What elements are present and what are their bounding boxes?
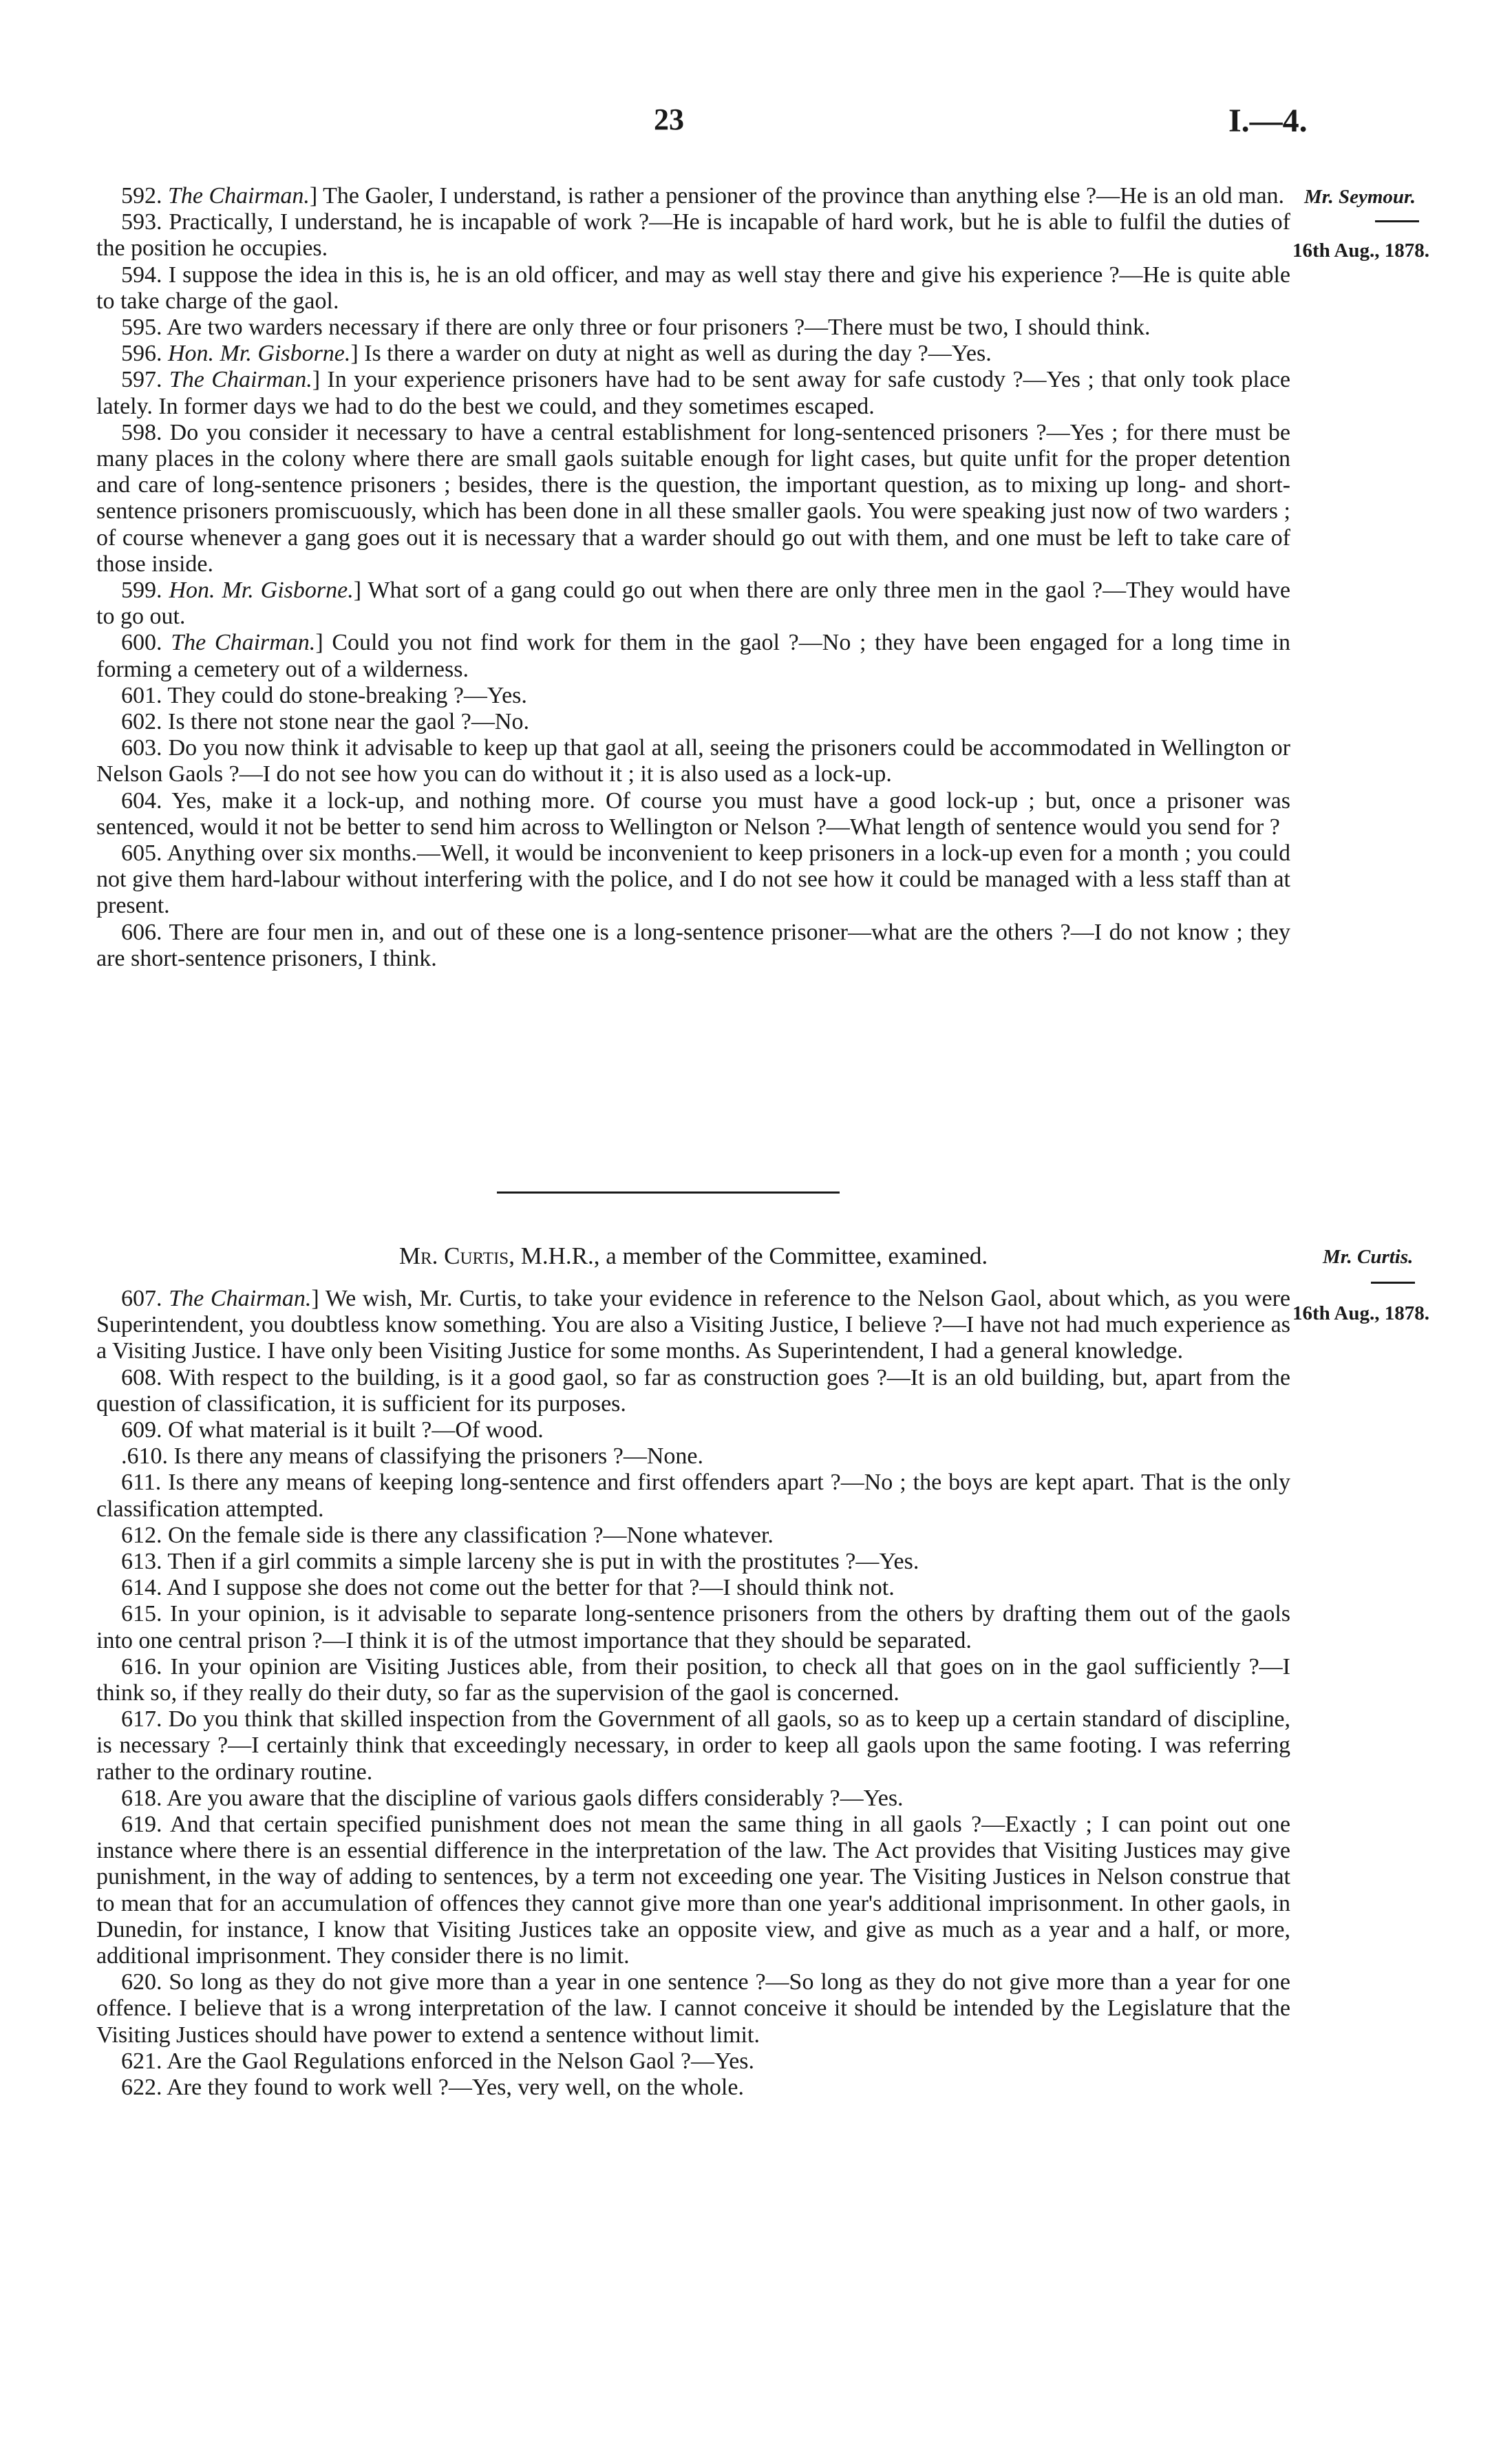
question-text: On the female side is there any classification ?—None whatever. (168, 1522, 774, 1548)
question-text: Yes, make it a lock-up, and nothing more. Of course you must have a good lock-up ; but, once a prisoner was sentenced, would it not be better to send him across to Wellington or Nelson ?—What length of sentence would you send for ? (96, 787, 1290, 840)
question-number: 609. (121, 1417, 162, 1443)
question-paragraph (96, 1575, 1290, 1601)
question-number: 601. (121, 682, 162, 708)
question-number: 615. (121, 1601, 162, 1627)
question-paragraph (96, 209, 1290, 262)
question-paragraph (96, 315, 1290, 341)
heading-rest: , M.H.R., a member of the Committee, examined. (509, 1242, 988, 1269)
question-text: In your opinion, is it advisable to separate long-sentence prisoners from the others by drafting them out of the gaols into one central prison ?—I think it is of the utmost importance that they should be separated. (96, 1601, 1291, 1653)
question-text: Of what material is it built ?—Of wood. (168, 1417, 544, 1443)
question-text: Do you now think it advisable to keep up that gaol at all, seeing the prisoners could be accommodated in Wellington or Nelson Gaols ?—I do not see how you can do without it ; it is also used as a lock-up. (96, 735, 1290, 787)
question-text: Then if a girl commits a simple larceny she is put in with the prostitutes ?—Yes. (167, 1549, 919, 1575)
question-number: 596. (121, 341, 162, 367)
question-number: 620. (121, 1969, 162, 1995)
question-text: ] We wish, Mr. Curtis, to take your evidence in reference to the Nelson Gaol, about which, as you were Superintendent, you doubtless know something. You are also a Visiting Justice, I believe ?—I have not had much experience as a Visiting Justice. I have only been Visiting Justice for some months. As Superintendent, I had a general knowledge. (96, 1286, 1290, 1364)
question-number: 621. (121, 2048, 162, 2074)
speaker-name: The Chairman. (169, 367, 312, 393)
question-number: 599. (121, 578, 162, 604)
question-paragraph (96, 1654, 1290, 1706)
question-number: 608. (121, 1364, 162, 1390)
question-text: Practically, I understand, he is incapable of work ?—He is incapable of hard work, but he is able to fulfil the duties of the position he occupies. (96, 209, 1291, 262)
question-paragraph (96, 1549, 1290, 1575)
question-text: In your opinion are Visiting Justices able, from their position, to check all that goes on in the gaol sufficiently ?—I think so, if they really do their duty, so far as the supervision of the gaol is concerned. (96, 1653, 1290, 1706)
question-text: Is there any means of classifying the prisoners ?—None. (173, 1443, 703, 1470)
question-number: 605. (121, 840, 162, 867)
question-text: Anything over six months.—Well, it would be inconvenient to keep prisoners in a lock-up even for a month ; you could not give them hard-labour without interfering with the police, and I do not see how it could be managed with a less staff than at present. (96, 840, 1290, 919)
question-text: ] Is there a warder on duty at night as well as during the day ?—Yes. (350, 341, 992, 367)
question-paragraph (96, 840, 1290, 920)
question-number: 597. (121, 367, 162, 393)
question-paragraph (96, 420, 1290, 578)
question-paragraph (96, 1706, 1290, 1786)
question-paragraph (96, 709, 1290, 735)
section-heading (96, 1242, 1290, 1270)
question-text: ] In your experience prisoners have had to be sent away for safe custody ?—Yes ; that only took place lately. In former days we had to do the best we could, and they sometimes escaped. (96, 367, 1290, 419)
margin-rule (1371, 1282, 1415, 1284)
question-number: 622. (121, 2075, 162, 2101)
question-paragraph (96, 367, 1290, 419)
question-text: ] Could you not find work for them in the gaol ?—No ; they have been engaged for a long time in forming a cemetery out of a wilderness. (96, 630, 1290, 682)
question-paragraph (96, 341, 1290, 367)
question-text: ] What sort of a gang could go out when there are only three men in the gaol ?—They would have to go out. (96, 578, 1291, 630)
question-number: 618. (121, 1785, 162, 1811)
margin-date: 16th Aug., 1878. (1292, 1302, 1430, 1324)
question-number: 602. (121, 709, 162, 735)
speaker-name: The Chairman. (169, 1286, 312, 1311)
question-paragraph (96, 630, 1290, 682)
question-text: ] The Gaoler, I understand, is rather a pensioner of the province than anything else ?—He is an old man. (309, 183, 1285, 209)
margin-date: 16th Aug., 1878. (1292, 240, 1430, 262)
question-number: 604. (121, 787, 162, 814)
question-number: 600. (121, 630, 162, 656)
question-paragraph (96, 1365, 1290, 1417)
question-number: 594. (121, 262, 162, 288)
question-number: 611. (121, 1470, 162, 1496)
question-number: 612. (121, 1522, 162, 1548)
question-paragraph (96, 578, 1290, 630)
question-text: I suppose the idea in this is, he is an old officer, and may as well stay there and give his experience ?—He is quite able to take charge of the gaol. (96, 262, 1291, 314)
question-text: Are the Gaol Regulations enforced in the Nelson Gaol ?—Yes. (167, 2048, 755, 2074)
speaker-name: Hon. Mr. Gisborne. (168, 341, 351, 367)
question-number: 617. (121, 1706, 162, 1733)
question-number: 593. (121, 209, 162, 235)
question-text: With respect to the building, is it a good gaol, so far as construction goes ?—It is an old building, but, apart from the question of classification, it is sufficient for its purposes. (96, 1364, 1290, 1417)
question-paragraph (96, 262, 1290, 315)
question-number: 603. (121, 735, 162, 761)
question-text: And I suppose she does not come out the better for that ?—I should think not. (167, 1575, 895, 1601)
margin-witness-name: Mr. Curtis. (1323, 1246, 1414, 1268)
question-number: .610. (121, 1443, 168, 1470)
speaker-name: The Chairman. (171, 630, 316, 656)
question-number: 598. (121, 419, 162, 445)
question-paragraph (96, 735, 1290, 787)
question-paragraph (96, 788, 1290, 840)
page-number: 23 (654, 103, 684, 136)
document-reference: I.—4. (1228, 103, 1308, 139)
speaker-name: Hon. Mr. Gisborne. (169, 578, 354, 604)
section-divider (497, 1191, 840, 1194)
question-paragraph (96, 920, 1290, 972)
question-number: 616. (121, 1653, 162, 1680)
question-text: Is there any means of keeping long-sentence and first offenders apart ?—No ; the boys are kept apart. That is the only classification attempted. (96, 1470, 1290, 1522)
question-paragraph (96, 2075, 1290, 2101)
speaker-name: The Chairman. (168, 183, 310, 209)
question-paragraph (96, 1523, 1290, 1549)
question-number: 595. (121, 315, 162, 341)
question-paragraph (96, 1601, 1290, 1653)
question-paragraph (96, 183, 1290, 209)
question-number: 592. (121, 183, 162, 209)
evidence-section-seymour (96, 183, 1290, 972)
question-paragraph (96, 683, 1290, 709)
question-paragraph (96, 1443, 1290, 1470)
question-text: Do you consider it necessary to have a central establishment for long-sentenced prisoners ?—Yes ; for there must be many places in the colony where there are small gaols suitable enough for light cases, but quite unfit for the proper detention and care of long-sentence prisoners ; besides, there is the question, the important question, as to mixing up long- and short-sentence prisoners promiscuously, which has been done in all these smaller gaols. You were speaking just now of two warders ; of course whenever a gang goes out it is necessary that a warder should go out with them, and one must be left to take care of those inside. (96, 419, 1290, 577)
evidence-section-curtis (96, 1286, 1290, 2101)
witness-name: Mr. Curtis (398, 1242, 509, 1269)
question-text: Is there not stone near the gaol ?—No. (168, 709, 529, 735)
question-text: Are two warders necessary if there are only three or four prisoners ?—There must be two, I should think. (167, 315, 1151, 341)
question-number: 613. (121, 1549, 162, 1575)
margin-witness-name: Mr. Seymour. (1304, 186, 1416, 208)
question-number: 619. (121, 1812, 162, 1838)
question-number: 614. (121, 1575, 162, 1601)
question-paragraph (96, 1286, 1290, 1365)
question-paragraph (96, 1470, 1290, 1522)
question-number: 606. (121, 919, 162, 945)
question-text: They could do stone-breaking ?—Yes. (167, 682, 527, 708)
question-text: Are they found to work well ?—Yes, very well, on the whole. (167, 2075, 744, 2101)
question-text: Do you think that skilled inspection from the Government of all gaols, so as to keep up a certain standard of discipline, is necessary ?—I certainly think that exceedingly necessary, in order to keep all gaols upon the same footing. I was referring rather to the ordinary routine. (96, 1706, 1290, 1785)
question-paragraph (96, 1417, 1290, 1443)
question-paragraph (96, 1812, 1290, 1969)
question-text: So long as they do not give more than a year in one sentence ?—So long as they do not give more than a year for one offence. I believe that is a wrong interpretation of the law. I cannot conceive it should be intended by the Legislature that the Visiting Justices should have power to extend a sentence without limit. (96, 1969, 1290, 2048)
question-text: And that certain specified punishment does not mean the same thing in all gaols ?—Exactly ; I can point out one instance where there is an essential difference in the interpretation of the law. The Act provides that Visiting Justices may give punishment, in the way of adding to sentences, by a term not exceeding one year. The Visiting Justices in Nelson construe that to mean that for an accumulation of offences they cannot give more than one year's additional imprisonment. In other gaols, in Dunedin, for instance, I know that Visiting Justices take an opposite view, and give as much as a year and a half, or more, additional imprisonment. They consider there is no limit. (96, 1812, 1290, 1969)
question-paragraph (96, 2048, 1290, 2075)
question-paragraph (96, 1786, 1290, 1812)
question-paragraph (96, 1969, 1290, 2048)
margin-rule (1375, 220, 1419, 222)
question-text: Are you aware that the discipline of various gaols differs considerably ?—Yes. (167, 1785, 904, 1811)
question-number: 607. (121, 1286, 162, 1311)
question-text: There are four men in, and out of these one is a long-sentence prisoner—what are the others ?—I do not know ; they are short-sentence prisoners, I think. (96, 919, 1291, 971)
